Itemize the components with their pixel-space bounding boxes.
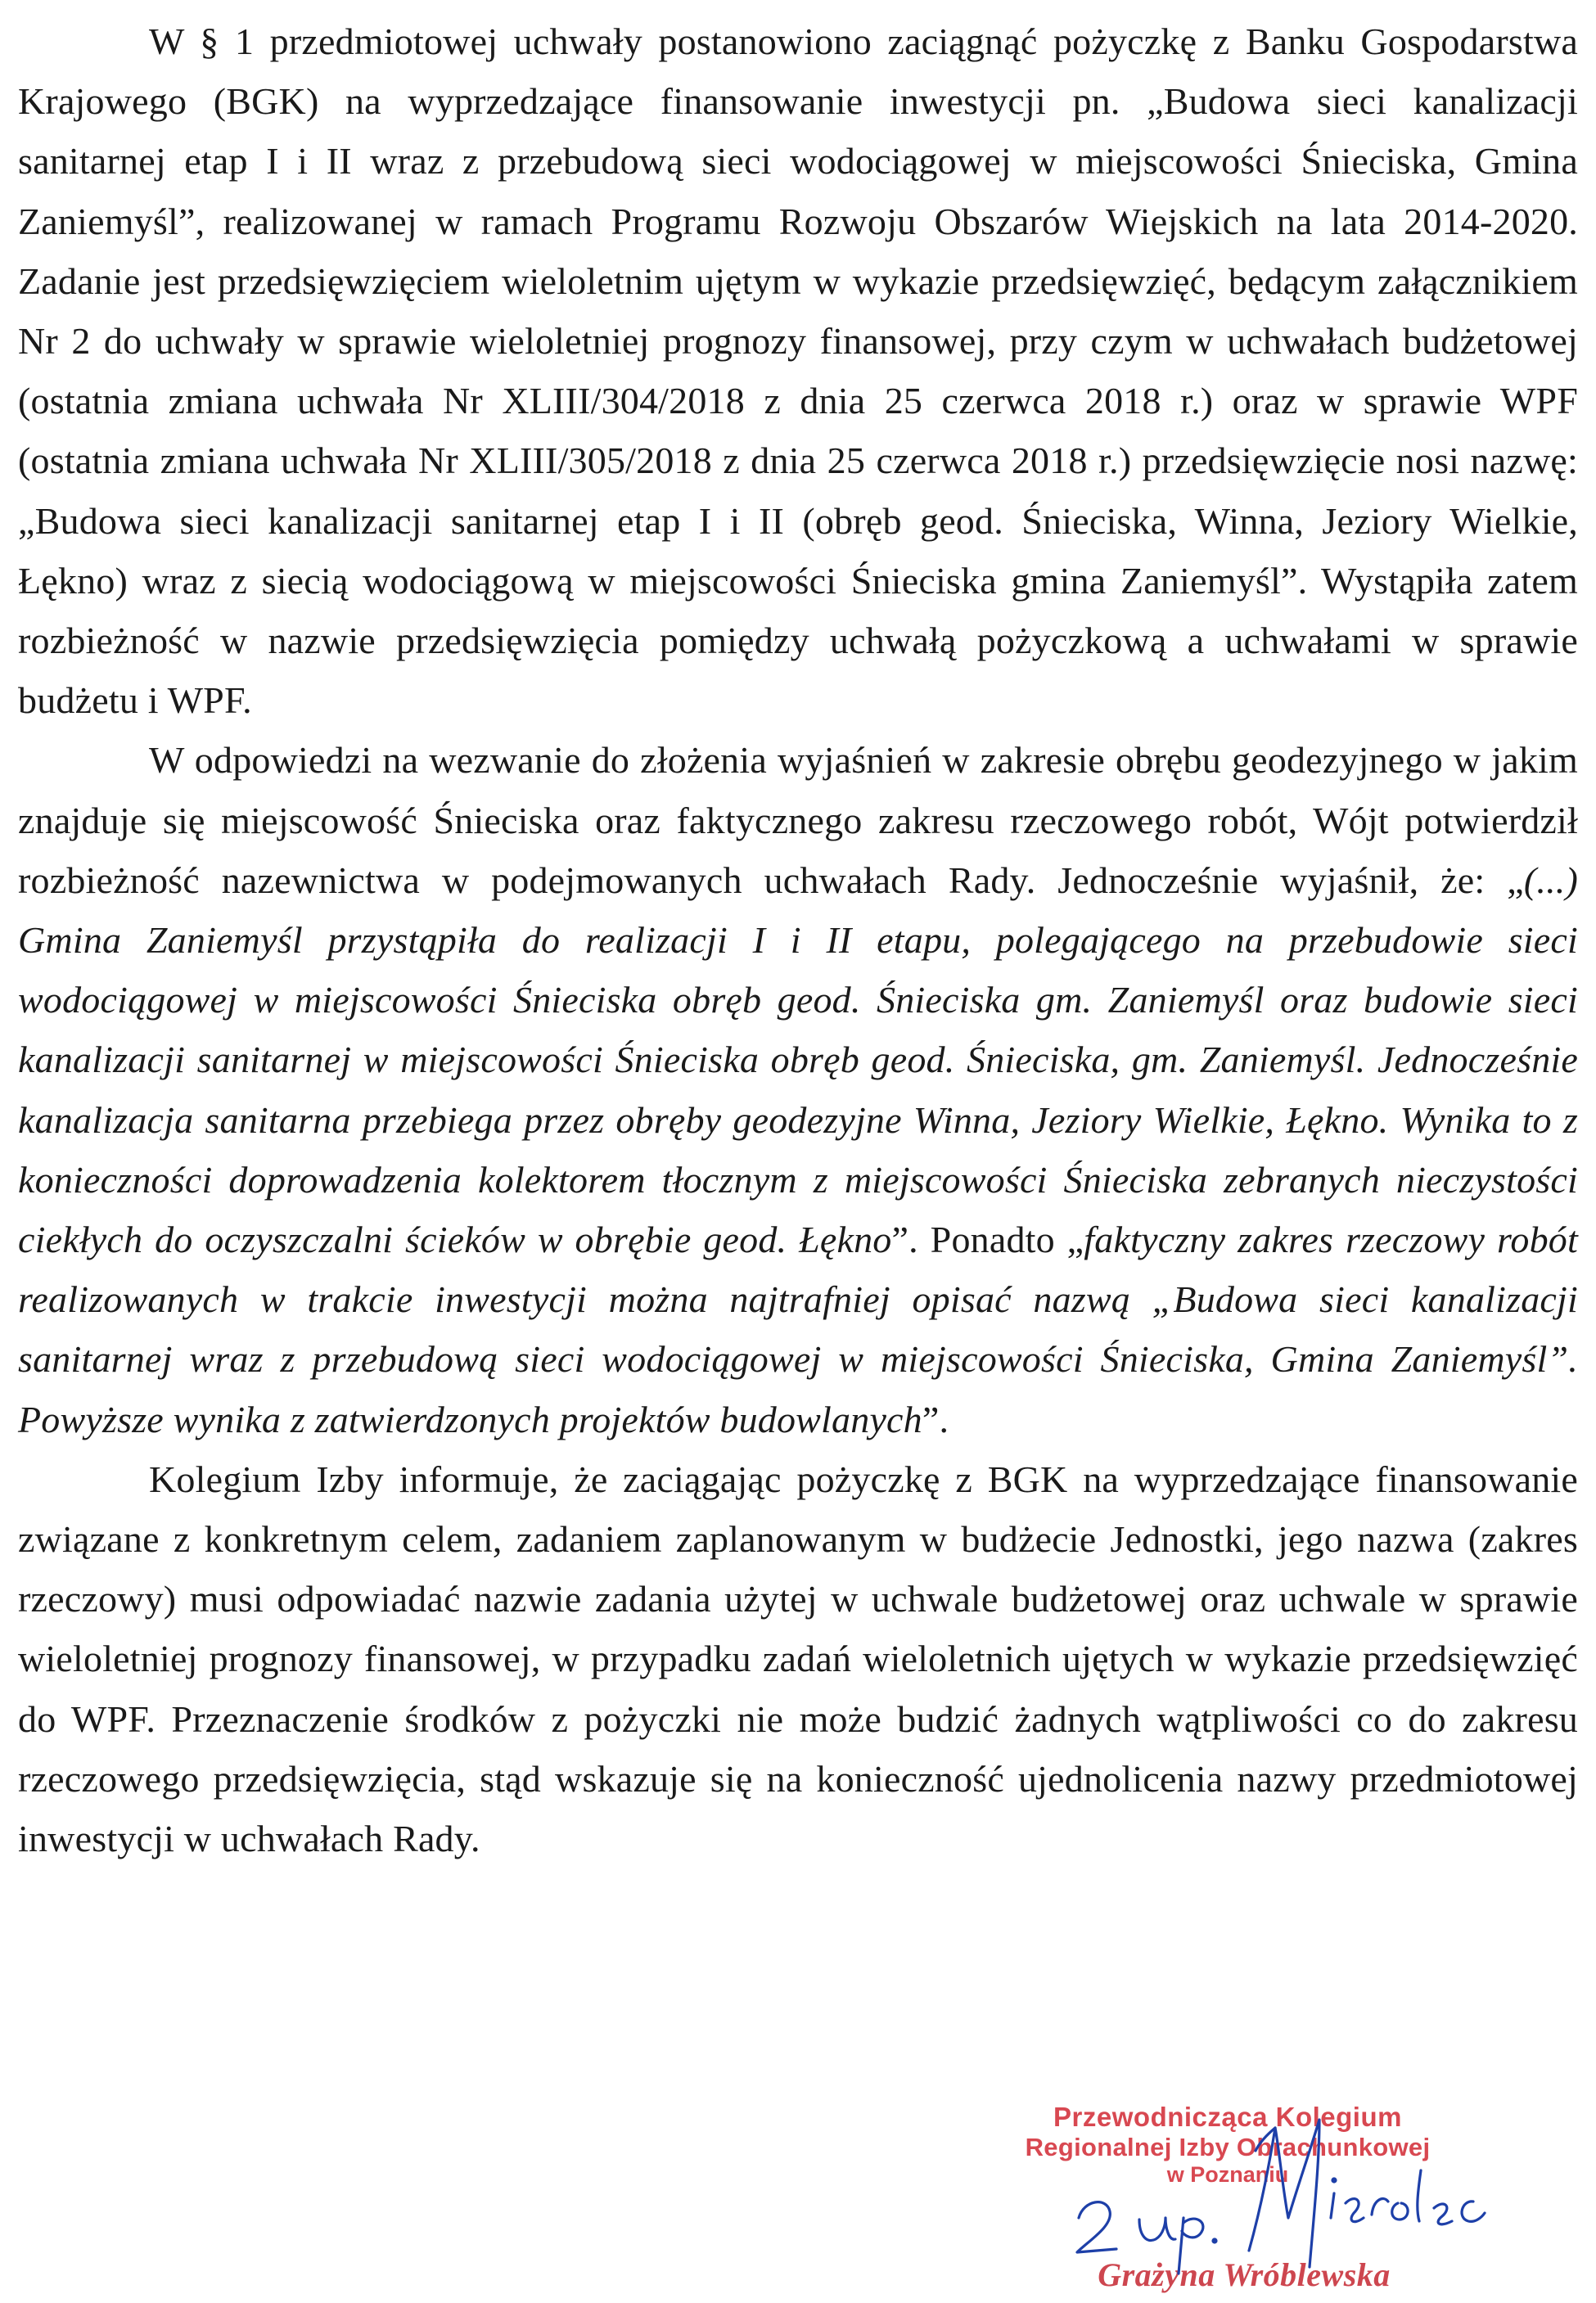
text-segment: Kolegium Izby informuje, że zaciągając pożyczkę z BGK na wyprzedzające finansowanie związane z konkretnym celem, zadaniem zaplanowanym w budżecie Jednostki, jego nazwa (zakres rzeczowy) musi odpowiadać nazwie zadania użytej w uchwale budżetowej oraz uchwale w sprawie wieloletniej prognozy finansowej, w przypadku zadań wieloletnich ujętych w wykazie przedsięwzięć do WPF. Przeznaczenie środków z pożyczki nie może budzić żadnych wątpliwości co do zakresu rzeczowego przedsięwzięcia, stąd wskazuje się na konieczność ujednolicenia nazwy przedmiotowej inwestycji w uchwałach Rady. bbox=[18, 1458, 1578, 1860]
paragraph-2 bbox=[18, 730, 1578, 1449]
quoted-text-segment: (...) Gmina Zaniemyśl przystąpiła do realizacji I i II etapu, polegającego na przebudowie sieci wodociągowej w miejscowości Śnieciska obręb geod. Śnieciska gm. Zaniemyśl oraz budowie sieci kanalizacji sanitarnej w miejscowości Śnieciska obręb geod. Śnieciska, gm. Zaniemyśl. Jednocześnie kanalizacja sanitarna przebiega przez obręby geodezyjne Winna, Jeziory Wielkie, Łękno. Wynika to z konieczności doprowadzenia kolektorem tłocznym z miejscowości Śnieciska zebranych nieczystości ciekłych do oczyszczalni ścieków w obrębie geod. Łękno bbox=[18, 859, 1578, 1261]
stamp-institution-line: Regionalnej Izby Obrachunkowej bbox=[1025, 2133, 1431, 2161]
paragraph-1 bbox=[18, 11, 1578, 730]
text-segment: ”. Ponadto „ bbox=[891, 1219, 1084, 1261]
text-segment: W odpowiedzi na wezwanie do złożenia wyjaśnień w zakresie obrębu geodezyjnego w jakim znajduje się miejscowość Śnieciska oraz faktycznego zakresu rzeczowego robót, Wójt potwierdził rozbieżność nazewnictwa w podejmowanych uchwałach Rady. Jednocześnie wyjaśnił, że: „ bbox=[18, 739, 1578, 901]
stamp-city-line: w Poznaniu bbox=[1166, 2162, 1289, 2187]
signature-scribble-icon bbox=[1064, 2095, 1555, 2300]
stamp-signatory-name: Grażyna Wróblewska bbox=[1098, 2256, 1391, 2293]
text-segment: ”. bbox=[922, 1398, 949, 1440]
stamp-title-line: Przewodnicząca Kolegium bbox=[1053, 2102, 1402, 2132]
quoted-text-segment: faktyczny zakres rzeczowy robót realizowanych w trakcie inwestycji można najtrafniej opisać nazwą „Budowa sieci kanalizacji sanitarnej wraz z przebudową sieci wodociągowej w miejscowości Śnieciska, Gmina Zaniemyśl”. Powyższe wynika z zatwierdzonych projektów budowlanych bbox=[18, 1219, 1578, 1440]
paragraph-3 bbox=[18, 1449, 1578, 1868]
text-segment: W § 1 przedmiotowej uchwały postanowiono zaciągnąć pożyczkę z Banku Gospodarstwa Krajowego (BGK) na wyprzedzające finansowanie inwestycji pn. „Budowa sieci kanalizacji sanitarnej etap I i II wraz z przebudową sieci wodociągowej w miejscowości Śnieciska, Gmina Zaniemyśl”, realizowanej w ramach Programu Rozwoju Obszarów Wiejskich na lata 2014-2020. Zadanie jest przedsięwzięciem wieloletnim ujętym w wykazie przedsięwzięć, będącym załącznikiem Nr 2 do uchwały w sprawie wieloletniej prognozy finansowej, przy czym w uchwałach budżetowej (ostatnia zmiana uchwała Nr XLIII/304/2018 z dnia 25 czerwca 2018 r.) oraz w sprawie WPF (ostatnia zmiana uchwała Nr XLIII/305/2018 z dnia 25 czerwca 2018 r.) przedsięwzięcie nosi nazwę: „Budowa sieci kanalizacji sanitarnej etap I i II (obręb geod. Śnieciska, Winna, Jeziory Wielkie, Łękno) wraz z siecią wodociągową w miejscowości Śnieciska gmina Zaniemyśl”. Wystąpiła zatem rozbieżność w nazwie przedsięwzięcia pomiędzy uchwałą pożyczkową a uchwałami w sprawie budżetu i WPF. bbox=[18, 20, 1578, 722]
document-body bbox=[18, 11, 1578, 1868]
